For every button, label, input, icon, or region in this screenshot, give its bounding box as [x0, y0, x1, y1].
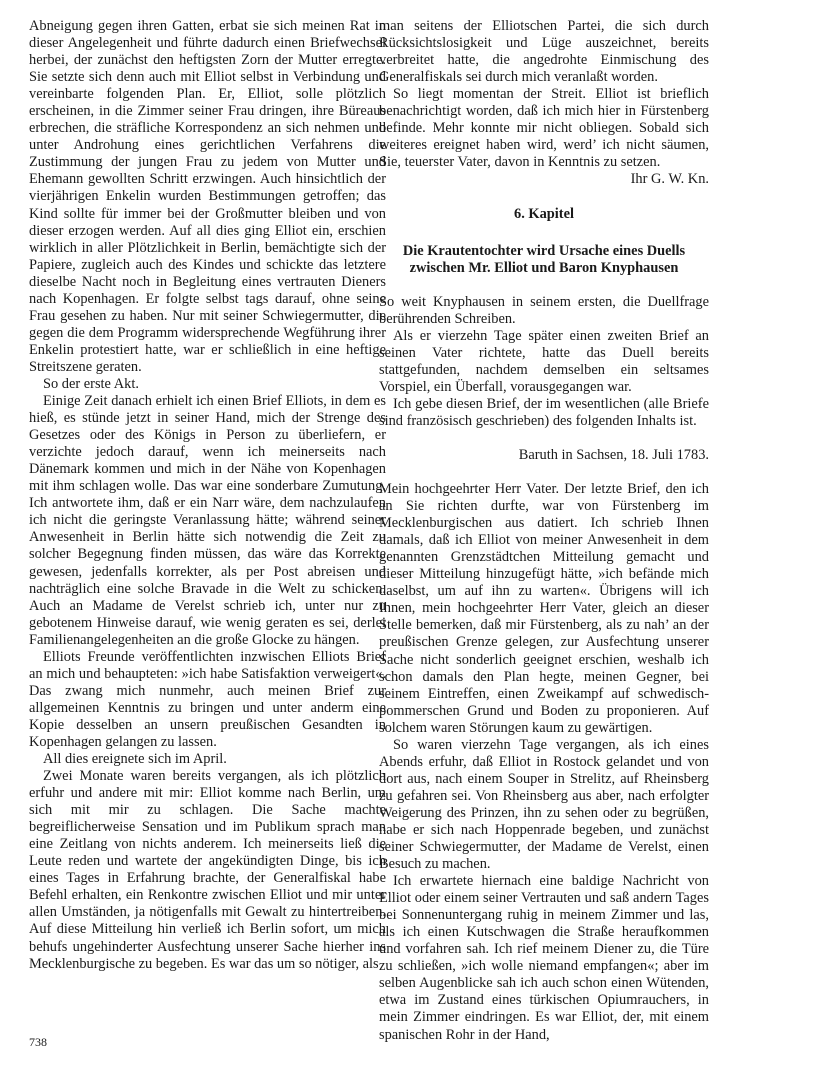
letter-dateline: Baruth in Sachsen, 18. Juli 1783.	[518, 446, 709, 463]
paragraph: All dies ereignete sich im April.	[43, 751, 227, 768]
page-number: 738	[29, 1035, 47, 1049]
paragraph: Als er vierzehn Tage später einen zweiten Brief an seinen Vater richtete, hatte das Duell bereits stattgefunden, nachdem demselben ein seltsames Vorspiel, ein Überfall, vorausgegangen war.	[379, 327, 709, 395]
paragraph: So weit Knyphausen in seinem ersten, die Duellfrage berührenden Schreiben.	[379, 293, 709, 327]
chapter-subtitle: Die Krautentochter wird Ursache eines Duells zwischen Mr. Elliot und Baron Knyphausen	[402, 242, 686, 276]
left-column	[29, 18, 386, 973]
paragraph: Zwei Monate waren bereits vergangen, als ich plötzlich erfuhr und andere mit mir: Elliot komme nach Berlin, um sich mit mir zu schlagen. Die Sache machte begreiflicherweise Sensation und im Publikum sprach man eine Zeitlang von nichts anderem. Ich meinerseits ließ die Leute reden und wartete der angekündigten Dinge, bis ich eines Tages in Erfahrung brachte, der Generalfiskal habe Befehl erhalten, ein Renkontre zwischen Elliot und mir unter allen Umständen, ja nötigenfalls mit Gewalt zu hintertreiben. Auf diese Mitteilung hin verließ ich Berlin sofort, um mich behufs ungehinderter Ausfechtung unserer Sache hierher ins Mecklenburgische zu begeben. Es war das um so nötiger, als	[29, 768, 386, 972]
paragraph: Abneigung gegen ihren Gatten, erbat sie sich meinen Rat in dieser Angelegenheit und führte dadurch einen Briefwechsel herbei, der zunächst den heftigsten Zorn der Mutter erregte. Sie setzte sich denn auch mit Elliot selbst in Verbindung und vereinbarte folgenden Plan. Er, Elliot, solle plötzlich erscheinen, in die Zimmer seiner Frau dringen, ihre Büreaus erbrechen, die sträfliche Korrespondenz an sich nehmen und unter Androhung eines gerichtlichen Verfahrens die Zustimmung der jungen Frau zu jedem von Mutter und Ehemann gewollten Schritt erzwingen. Auch hinsichtlich der vierjährigen Enkelin wurden Bestimmungen getroffen; das Kind sollte für immer bei der Großmutter bleiben und von dieser erzogen werden. Auf all dies ging Elliot ein, erschien wirklich in aller Plötzlichkeit in Berlin, bemächtigte sich der Papiere, zugleich auch des Kindes und schickte das letztere dieselbe Nacht noch in Begleitung eines vertrauten Dieners nach Kopenhagen. Er folgte selbst tags darauf, ohne seine Frau gesehen zu haben. Nur mit seiner Schwiegermutter, die gegen die dem Programm widersprechende Wegführung ihrer Enkelin protestiert hatte, war er schließlich in eine heftige Streitszene geraten.	[29, 18, 386, 375]
right-column	[379, 18, 709, 1044]
paragraph: So waren vierzehn Tage vergangen, als ich eines Abends erfuhr, daß Elliot in Rostock gelandet und von dort aus, nach einem Souper in Strelitz, auf Rheinsberg zu gefahren sei. Von Rheinsberg aus aber, nach erfolgter Weigerung des Prinzen, ihn zu sehen oder zu begrüßen, habe er sich nach Hoppenrade begeben, und zunächst seiner Schwiegermutter, der Madame de Verelst, einen Besuch zu machen.	[379, 736, 709, 873]
paragraph: So der erste Akt.	[43, 375, 139, 392]
paragraph: So liegt momentan der Streit. Elliot ist brieflich benachrichtigt worden, daß ich mich hier in Fürstenberg befinde. Mehr konnte mir nicht obliegen. Sobald sich weiteres ereignet haben wird, werd’ ich nicht säumen, Sie, teuerster Vater, davon in Kenntnis zu setzen.	[379, 86, 709, 171]
paragraph: Ich gebe diesen Brief, der im wesentlichen (alle Briefe sind französisch geschrieben) des folgenden Inhalts ist.	[379, 395, 709, 429]
chapter-heading: 6. Kapitel	[514, 206, 574, 223]
paragraph: Einige Zeit danach erhielt ich einen Brief Elliots, in dem es hieß, es stünde jetzt in seiner Hand, mich der Strenge des Gesetzes oder des Königs in Person zu überliefern, er verzichte jedoch darauf, wenn ich meinerseits nach Dänemark kommen und mich in der Nähe von Kopenhagen mit ihm schlagen wolle. Das war eine sonderbare Zumutung. Ich antwortete ihm, daß er ein Narr wäre, dem nachzulaufen ich nicht die geringste Veranlassung hätte; während seiner Anwesenheit in Berlin hätte sich notwendig die Zeit zu solcher Begegnung finden müssen, das wäre das Korrekte gewesen, jedenfalls korrekter, als per Post abreisen und nachträglich eine solche Bravade in die Welt zu schicken. Auch an Madame de Verelst schrieb ich, unter nur zu gebotenem Hinweise darauf, wie wenig geraten es sei, derlei Familienangelegenheiten an die große Glocke zu hängen.	[29, 393, 386, 648]
paragraph: man seitens der Elliotschen Partei, die sich durch Rücksichtslosigkeit und Lüge auszeichnet, bereits verbreitet hatte, die angedrohte Einmischung des Generalfiskals sei durch mich veranlaßt worden.	[379, 18, 709, 86]
letter-signature: Ihr G. W. Kn.	[630, 171, 709, 188]
paragraph: Mein hochgeehrter Herr Vater. Der letzte Brief, den ich an Sie richten durfte, war von Fürstenberg im Mecklenburgischen aus datiert. Ich schrieb Ihnen damals, daß ich Elliot von meiner Anwesenheit in dem genannten Grenzstädtchen Mitteilung gemacht und dieser Mitteilung hinzugefügt hätte, »ich befände mich daselbst, um auf ihn zu warten«. Übrigens will ich Ihnen, mein hochgeehrter Herr Vater, gleich an dieser Stelle bemerken, daß mir Fürstenberg, als zu nah’ an der preußischen Grenze gelegen, zur Ausfechtung unserer Sache nicht sonderlich geeignet erschien, weshalb ich schon damals den Plan hegte, meinen Gegner, bei seinem Eintreffen, einen Zweikampf auf schwedisch-pommerschen Grund und Boden zu proponieren. Auf solchem waren Störungen kaum zu gewärtigen.	[379, 481, 709, 736]
paragraph: Ich erwartete hiernach eine baldige Nachricht von Elliot oder einem seiner Vertrauten und saß andern Tages bei Sonnenuntergang ruhig in meinem Zimmer und las, als ich einen Kutschwagen die Straße heraufkommen und vorfahren sah. Ich rief meinem Diener zu, die Türe zu schließen, »ich wolle niemand empfangen«; aber im selben Augenblicke sah ich auch schon einen Wütenden, etwa im Zustand eines türkischen Opiumrauchers, in mein Zimmer eindringen. Es war Elliot, der, mit einem spanischen Rohr in der Hand,	[379, 873, 709, 1043]
paragraph: Elliots Freunde veröffentlichten inzwischen Elliots Brief an mich und behaupteten: »ich habe Satisfaktion verweigert«. Das zwang mich nunmehr, auch meinen Brief zur allgemeinen Kenntnis zu bringen und unter anderm eine Kopie desselben an unsern preußischen Gesandten in Kopenhagen gelangen zu lassen.	[29, 648, 386, 750]
